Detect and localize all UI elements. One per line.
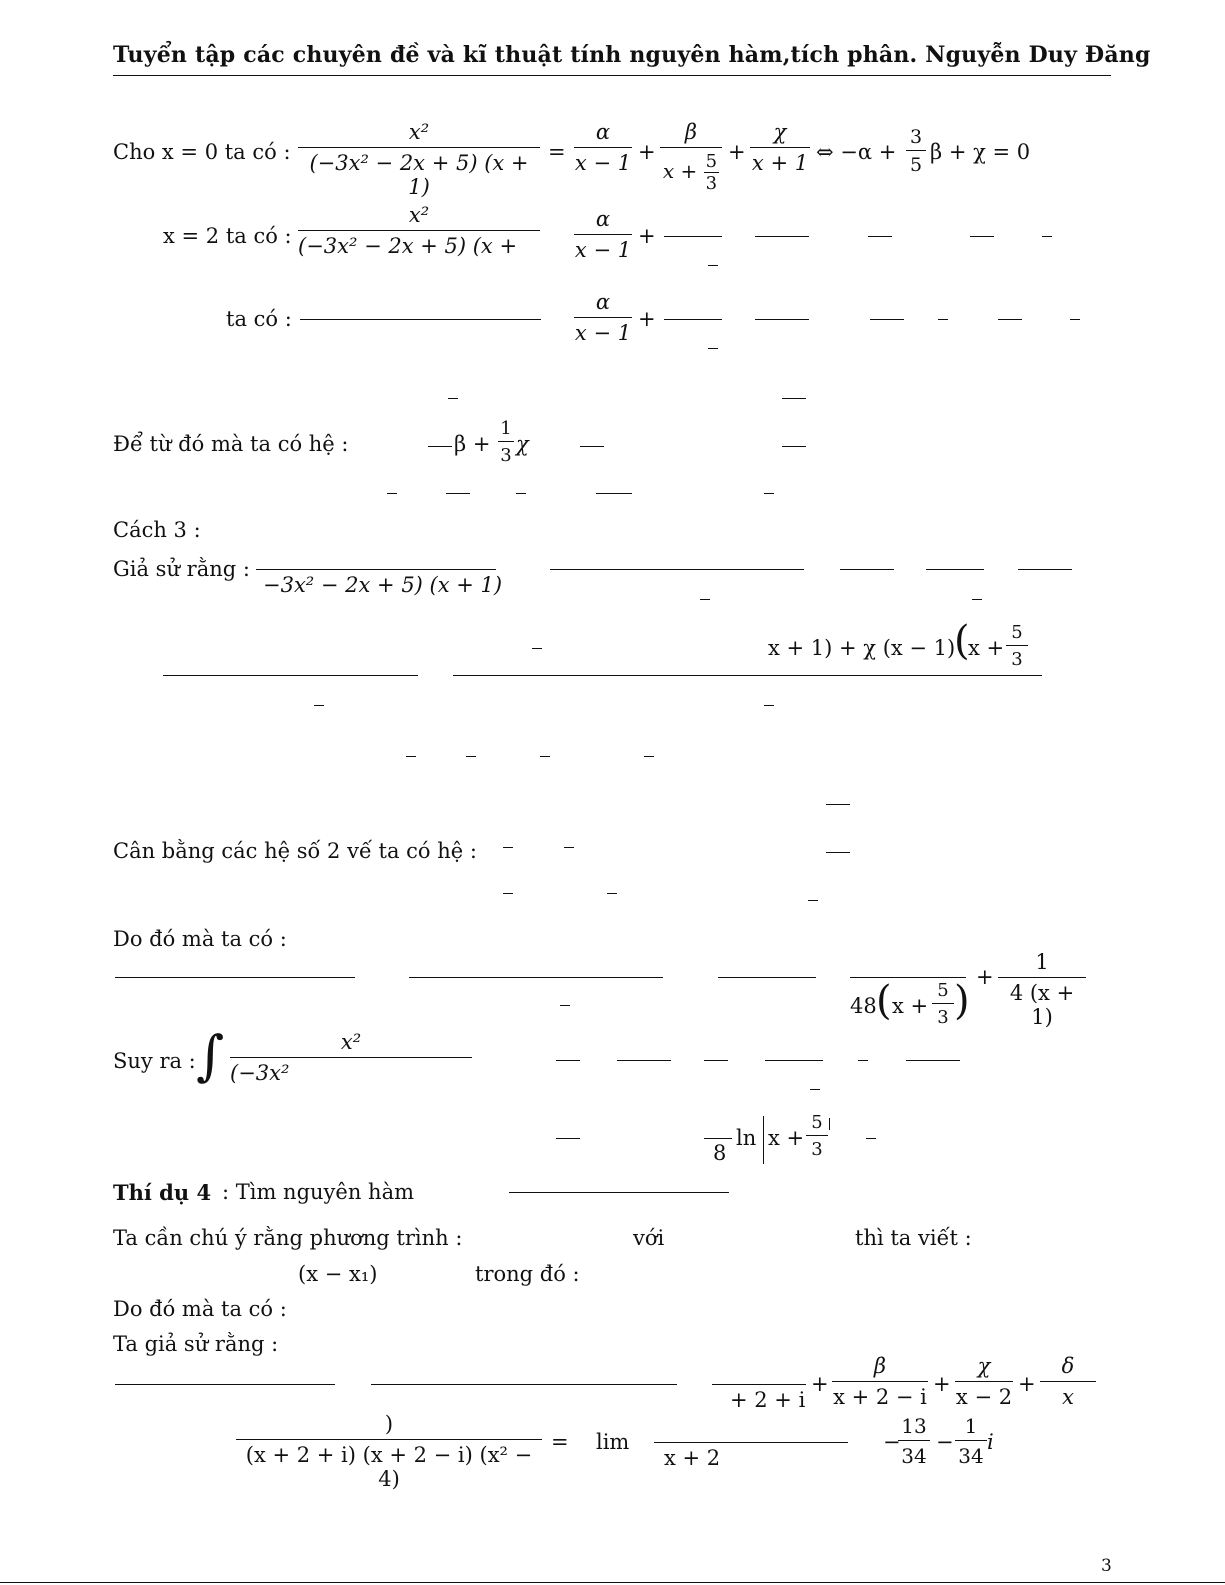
block3-rule-3 — [870, 319, 904, 320]
assume-rule-main — [256, 569, 496, 570]
block1-plus1: + — [638, 140, 656, 164]
system1-expr-b: χ — [516, 432, 529, 456]
example4-rule — [509, 1192, 729, 1193]
partial-a-bar — [712, 1384, 806, 1385]
page-number: 3 — [1101, 1556, 1112, 1576]
expand-dash-top — [532, 648, 542, 649]
system1-dash-b2 — [516, 493, 526, 494]
balance-dash-5 — [808, 900, 818, 901]
limit-r1-den: 34 — [901, 1444, 927, 1468]
expand-dash-3 — [406, 756, 416, 757]
partial-c — [955, 1354, 1013, 1409]
block1-rhs-den: 5 — [909, 154, 923, 176]
block1-f2-subfrac — [704, 151, 719, 194]
limit-r1 — [898, 1414, 930, 1468]
system1-frac — [498, 418, 514, 466]
limit-lim: lim — [596, 1430, 630, 1454]
partial-a-den: + 2 + i — [730, 1388, 806, 1412]
therefore-fa-frac — [932, 980, 954, 1028]
block3-rule-1 — [664, 319, 722, 320]
balance-rule-top — [826, 804, 850, 805]
cach3-heading: Cách 3 : — [113, 518, 201, 542]
therefore-fa-num: 48 — [850, 994, 877, 1018]
therefore-label: Do đó mà ta có : — [113, 927, 287, 951]
block3-f1 — [574, 290, 632, 345]
balance-dash-3 — [503, 893, 513, 894]
block2-label: x = 2 ta có : — [163, 224, 292, 248]
therefore-plus: + — [976, 965, 994, 989]
integral-den: (−3x² — [230, 1061, 290, 1085]
expand-dash-5 — [540, 756, 550, 757]
block2-f1-num: α — [574, 207, 632, 235]
system1-dash-top-1 — [448, 398, 458, 399]
block1-rhs-num: 3 — [906, 126, 926, 151]
partial-rule-2 — [371, 1384, 677, 1385]
integral-ln-frac — [806, 1112, 828, 1160]
block3-f1-num: α — [574, 290, 632, 318]
limit-r-sign: − — [883, 1430, 901, 1454]
therefore-fb — [998, 950, 1086, 1029]
limit-r-i: i — [987, 1430, 994, 1454]
integral-dash-2 — [858, 1060, 868, 1061]
therefore-dash-1 — [560, 1005, 570, 1006]
system1-label: Để từ đó mà ta có hệ : — [113, 432, 349, 456]
integral-abs-bar-right — [829, 1118, 830, 1130]
assume-den: −3x² − 2x + 5) (x + 1) — [263, 573, 503, 597]
block1-eq: = — [548, 140, 566, 164]
balance-dash-4 — [607, 893, 617, 894]
partial-c-den: x − 2 — [955, 1385, 1013, 1409]
therefore-fa-paren-open: ( — [876, 978, 892, 1024]
block2-dash-2 — [1042, 236, 1052, 237]
expand-frac — [1006, 622, 1028, 670]
integral-ln-arg: x + — [768, 1126, 805, 1150]
integral-label: Suy ra : — [113, 1049, 196, 1073]
block1-den: (−3x² − 2x + 5) (x + 1) — [309, 151, 529, 199]
balance-dash-1 — [503, 847, 513, 848]
block1-f2-num: β — [660, 120, 722, 148]
block1-f3-den: x + 1 — [751, 151, 809, 175]
system1-rule-right — [782, 446, 806, 447]
block2-plus: + — [638, 224, 656, 248]
note-line2-a: (x − x₁) — [298, 1262, 378, 1286]
example4-text: : Tìm nguyên hàm — [222, 1180, 415, 1204]
page-header: Tuyển tập các chuyên đề và kĩ thuật tính nguyên hàm,tích phân. Nguyễn Duy Đăng — [113, 42, 1151, 68]
block1-f3 — [750, 120, 810, 175]
example4-title: Thí dụ 4 — [113, 1180, 212, 1205]
expand-dash-1 — [314, 705, 324, 706]
limit-r2 — [955, 1414, 987, 1468]
block1-f2 — [660, 120, 722, 194]
block2-rule-4 — [970, 236, 994, 237]
assume-dash-1 — [700, 599, 710, 600]
expand-dash-6 — [644, 756, 654, 757]
block2-rule-2 — [755, 236, 809, 237]
expand-paren: ( — [954, 618, 970, 664]
block3-rule-main — [300, 319, 541, 320]
block2-den: (−3x² − 2x + 5) (x + — [298, 234, 518, 258]
assume-rule-1 — [550, 569, 804, 570]
system1-dash-b1 — [387, 493, 397, 494]
integral-ln-coef-bar — [704, 1138, 732, 1139]
therefore-rule-2 — [409, 977, 663, 978]
integral-ln: ln — [736, 1126, 757, 1150]
expand-dash-2 — [764, 705, 774, 706]
therefore-rule-3 — [718, 977, 816, 978]
block1-f1-num: α — [574, 120, 632, 148]
partial-d — [1040, 1354, 1096, 1409]
partial-plus-2: + — [933, 1372, 951, 1396]
therefore-fb-num: 1 — [998, 950, 1086, 978]
integral-rule-5 — [906, 1060, 960, 1061]
balance-label: Cân bằng các hệ số 2 vế ta có hệ : — [113, 839, 477, 863]
therefore-fa-paren-close: ) — [954, 978, 970, 1024]
block1-rhs-frac — [906, 126, 926, 176]
partial-b — [832, 1354, 928, 1409]
integral-rule-2 — [617, 1060, 671, 1061]
block2-num: x² — [298, 203, 540, 231]
system1-dash-b3 — [764, 493, 774, 494]
partial-d-num: δ — [1040, 1354, 1096, 1382]
block1-plus2: + — [728, 140, 746, 164]
integral-num: x² — [230, 1030, 472, 1058]
block3-rule-2 — [755, 319, 809, 320]
limit-r2-num: 1 — [955, 1414, 987, 1441]
therefore-fa-frac-num: 5 — [932, 980, 954, 1004]
block1-rhs-b: β + χ = 0 — [930, 140, 1031, 164]
block2-f1 — [574, 207, 632, 262]
note-line2-b: trong đó : — [475, 1262, 580, 1286]
system1-rule-top — [782, 398, 806, 399]
system1-rule-b1 — [446, 493, 470, 494]
assume-rule-2 — [840, 569, 894, 570]
expand-frac-num: 5 — [1006, 622, 1028, 646]
block3-rule-4 — [998, 319, 1022, 320]
therefore-fb-den: 4 (x + 1) — [1009, 981, 1075, 1029]
note-part2: với — [633, 1226, 665, 1250]
block1-num: x² — [298, 120, 540, 148]
assume-label: Giả sử rằng : — [113, 557, 250, 581]
limit-r1-num: 13 — [898, 1414, 930, 1441]
integral-rule-6 — [556, 1138, 580, 1139]
balance-rule-mid — [826, 852, 850, 853]
block3-dash-1 — [708, 348, 718, 349]
partial-rule-1 — [115, 1384, 335, 1385]
block1-f1 — [574, 120, 632, 175]
limit-fraction — [236, 1412, 542, 1491]
therefore-fa-frac-den: 3 — [937, 1007, 949, 1028]
note-part3: thì ta viết : — [855, 1226, 972, 1250]
system1-frac-num: 1 — [498, 418, 514, 442]
expand-dash-4 — [466, 756, 476, 757]
block1-f2-den-a: x + — [662, 159, 698, 183]
block2-rule-1 — [664, 236, 722, 237]
assume-rule-3 — [926, 569, 984, 570]
block2-fraction — [298, 203, 540, 258]
block1-f2-subnum: 5 — [705, 151, 718, 172]
note-line3: Do đó mà ta có : — [113, 1297, 287, 1321]
block3-dash-2 — [938, 319, 948, 320]
limit-eq: = — [551, 1430, 569, 1454]
block3-dash-3 — [1070, 319, 1080, 320]
block2-dash-1 — [708, 265, 718, 266]
expand-num-a: x + 1) + χ (x − 1) — [768, 636, 956, 660]
partial-plus-3: + — [1018, 1372, 1036, 1396]
integral-abs-bar-left — [763, 1116, 764, 1164]
therefore-rule-4 — [850, 977, 966, 978]
block2-rule-3 — [868, 236, 892, 237]
block3-label: ta có : — [226, 307, 292, 331]
integral-sign: ∫ — [196, 1024, 225, 1087]
limit-den: (x + 2 + i) (x + 2 − i) (x² − 4) — [245, 1443, 533, 1491]
partial-b-num: β — [832, 1354, 928, 1382]
integral-ln-coef-den: 8 — [713, 1141, 727, 1165]
partial-plus-1: + — [811, 1372, 829, 1396]
expand-num-b: x + — [968, 636, 1005, 660]
note-line4: Ta giả sử rằng : — [113, 1332, 279, 1356]
block1-f2-subden: 3 — [705, 173, 718, 194]
bottom-rule — [0, 1582, 1225, 1583]
note-part1: Ta cần chú ý rằng phương trình : — [113, 1226, 463, 1250]
block1-f2-den — [660, 148, 722, 194]
balance-dash-2 — [564, 847, 574, 848]
block1-label: Cho x = 0 ta có : — [113, 140, 291, 164]
block1-rhs-a: ⇔ −α + — [816, 140, 897, 164]
block1-f1-den: x − 1 — [574, 151, 632, 175]
block3-f1-den: x − 1 — [574, 321, 632, 345]
integral-rule-1 — [556, 1060, 580, 1061]
integral-ln-frac-den: 3 — [811, 1139, 823, 1160]
limit-rule — [654, 1442, 848, 1443]
block3-plus: + — [638, 307, 656, 331]
limit-num: ) — [236, 1412, 542, 1440]
assume-dash-2 — [972, 599, 982, 600]
expand-frac-den: 3 — [1011, 649, 1023, 670]
limit-r-mid: − — [936, 1430, 954, 1454]
system1-rule-b2 — [596, 493, 632, 494]
limit-r2-den: 34 — [958, 1444, 984, 1468]
partial-b-den: x + 2 − i — [833, 1385, 927, 1409]
integral-fraction — [230, 1030, 472, 1085]
expand-rule-right — [453, 675, 1042, 676]
integral-rule-3 — [704, 1060, 728, 1061]
limit-den2: x + 2 — [664, 1446, 721, 1470]
block1-fraction — [298, 120, 540, 199]
system1-expr-a: β + — [454, 432, 491, 456]
partial-d-den: x — [1062, 1385, 1074, 1409]
assume-rule-4 — [1018, 569, 1072, 570]
partial-c-num: χ — [955, 1354, 1013, 1382]
block1-f3-num: χ — [750, 120, 810, 148]
integral-ln-frac-num: 5 — [806, 1112, 828, 1136]
system1-rule-left — [428, 446, 452, 447]
therefore-fa-inner: x + — [892, 994, 929, 1018]
system1-rule-mid — [580, 446, 604, 447]
integral-dash-3 — [866, 1138, 876, 1139]
block2-f1-den: x − 1 — [574, 238, 632, 262]
therefore-rule-1 — [115, 977, 355, 978]
system1-frac-den: 3 — [500, 445, 512, 466]
expand-rule-left — [163, 675, 418, 676]
header-rule — [113, 75, 1111, 76]
integral-rule-4 — [765, 1060, 823, 1061]
integral-dash-1 — [810, 1089, 820, 1090]
